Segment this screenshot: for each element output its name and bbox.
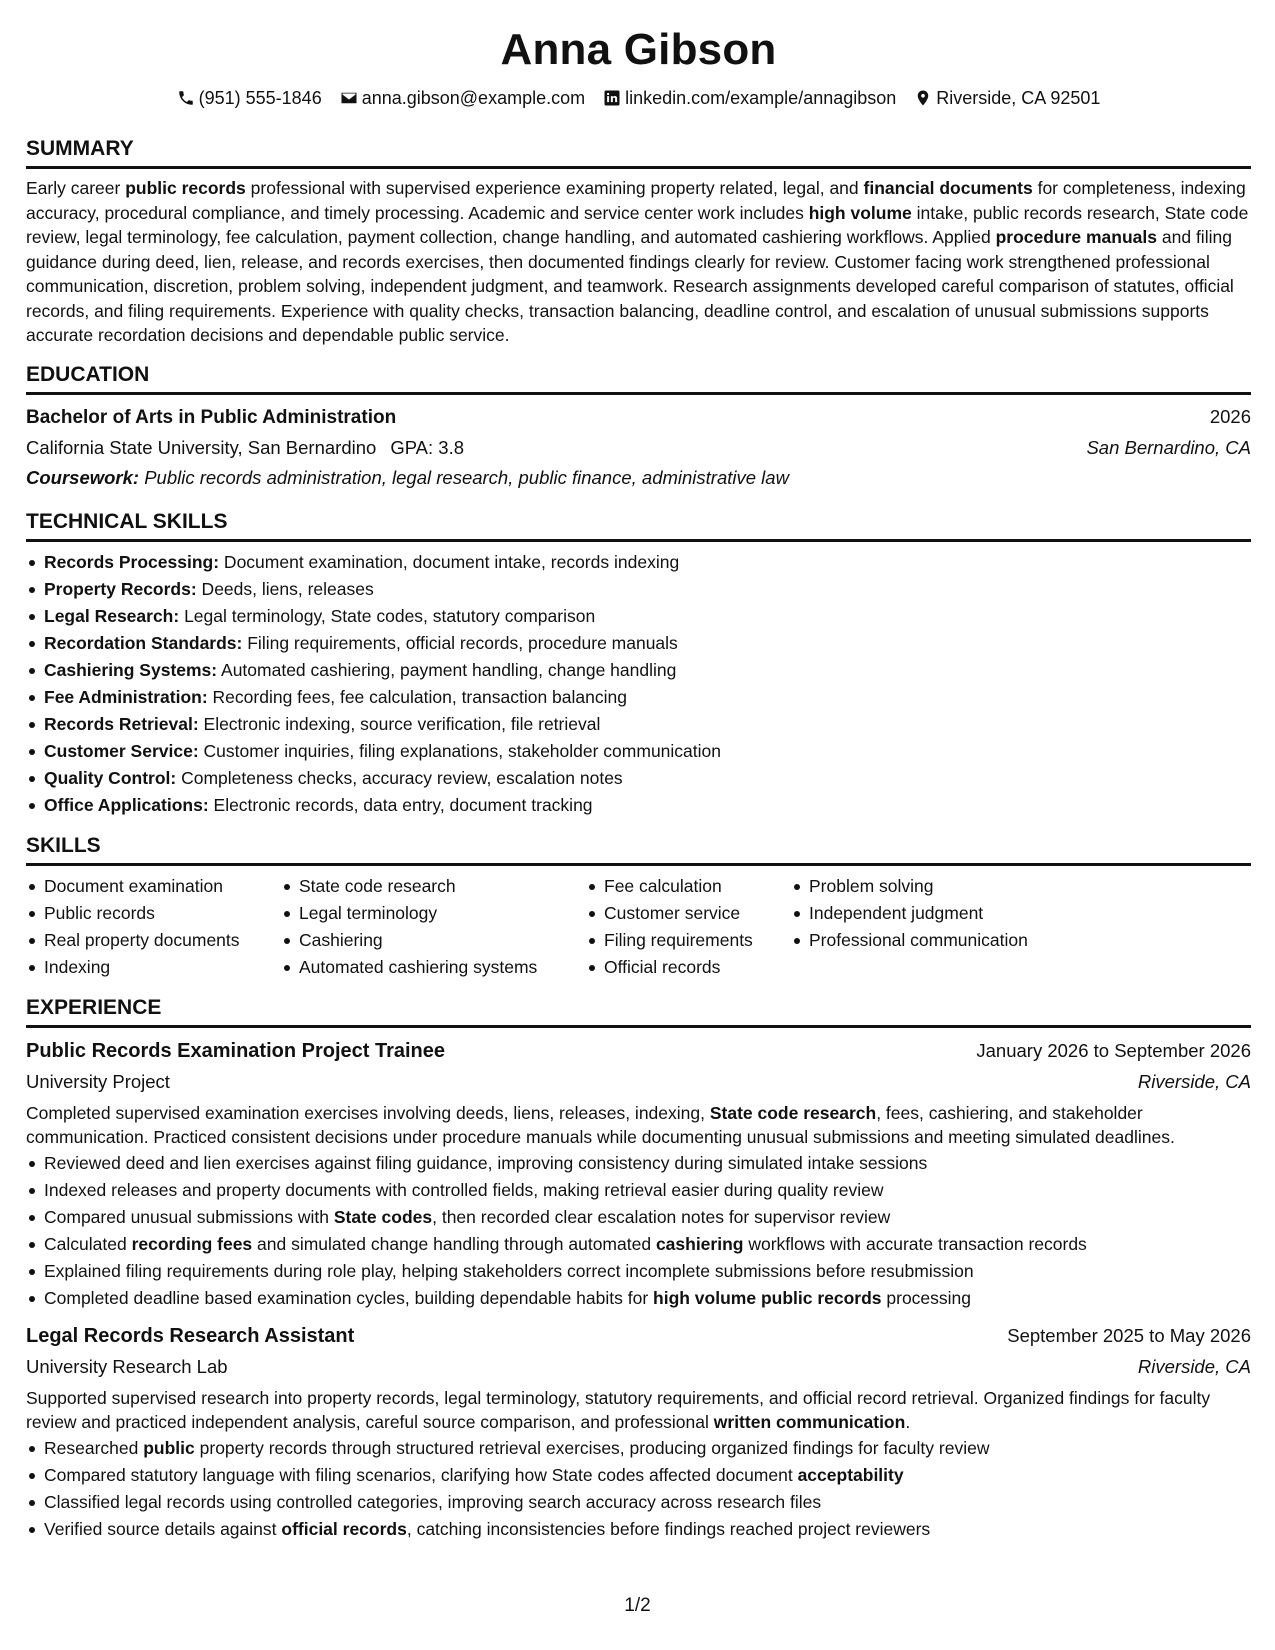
text-run: for completeness, indexing accuracy, procedural compliance, and timely processing. Academic and service center work includes [26,178,1246,223]
job-bullet [26,1258,1251,1285]
job-bullets [26,1150,1251,1312]
text-run: Completed deadline based examination cycles, building dependable habits for [44,1287,654,1308]
skill-item: State code research [281,873,586,900]
gpa: GPA: 3.8 [390,436,465,458]
section-title-summary: SUMMARY [26,136,1251,169]
technical-skill-item [26,549,1251,576]
job-bullet [26,1489,1251,1516]
text-run: Early career [26,178,126,198]
resume-page [26,20,1251,1549]
text-run: , fees, cashiering, and stakeholder communication. Practiced consistent decisions under procedure manuals while documenting unusual submissions and meeting simulated deadlines. [26,1102,1175,1147]
linkedin-text: linkedin.com/example/annagibson [625,88,897,108]
text-run: Verified source details against [44,1518,282,1539]
job-bullet [26,1285,1251,1312]
bold-text: State codes [333,1206,433,1227]
section-title-experience: EXPERIENCE [26,995,1251,1028]
candidate-name: Anna Gibson [500,25,777,74]
skill-category: Office Applications: [44,794,209,815]
location-text: Riverside, CA 92501 [936,88,1101,108]
job-bullets [26,1435,1251,1543]
skill-category: Quality Control: [44,767,177,788]
email-text: anna.gibson@example.com [361,88,586,108]
skill-item: Indexing [26,954,281,981]
degree: Bachelor of Arts in Public Administration [26,406,397,428]
skill-details: Filing requirements, official records, procedure manuals [242,632,678,653]
experience-list [26,1035,1251,1543]
skill-item: Filing requirements [586,927,791,954]
section-title-technical-skills: TECHNICAL SKILLS [26,509,1251,542]
technical-skill-item [26,657,1251,684]
skill-details: Legal terminology, State codes, statutory comparison [179,605,596,626]
school-name: California State University, San Bernardino [26,436,377,458]
skill-item: Real property documents [26,927,281,954]
envelope-icon [340,89,358,107]
skill-item: Independent judgment [791,900,1091,927]
bold-text: high volume [808,202,912,223]
text-run: professional with supervised experience examining property related, legal, and [245,178,864,198]
job-bullet [26,1516,1251,1543]
skill-details: Automated cashiering, payment handling, change handling [217,659,677,680]
skill-details: Electronic indexing, source verification, file retrieval [198,713,601,734]
graduation-year: 2026 [1209,405,1251,427]
technical-skill-item [26,711,1251,738]
job-bullet [26,1204,1251,1231]
coursework-label: Coursework: [26,466,140,488]
text-run: intake, public records research, State code review, legal terminology, fee calculation, payment collection, change handling, and automated cashiering workflows. Applied [26,202,1249,247]
job-location: Riverside, CA [1137,1355,1251,1377]
bold-text: recording fees [131,1233,253,1254]
skill-category: Records Retrieval: [44,713,199,734]
skills-column [281,873,586,981]
job-dates: January 2026 to September 2026 [976,1039,1251,1061]
skills-section [26,833,1251,981]
text-run: . [905,1412,911,1432]
skill-details: Customer inquiries, filing explanations, stakeholder communication [198,740,721,761]
text-run: Reviewed deed and lien exercises against filing guidance, improving consistency during simulated intake sessions [44,1152,928,1173]
job-title: Public Records Examination Project Trainee [26,1039,446,1062]
text-run: processing [881,1287,972,1308]
skill-category: Property Records: [44,578,197,599]
page-number: 1/2 [624,1595,651,1616]
technical-skill-item [26,684,1251,711]
text-run: Supported supervised research into property records, legal terminology, statutory requirements, and official record retrieval. Organized findings for faculty review and practiced independent analysis, careful source comparison, and professional [26,1387,1211,1432]
job-bullet [26,1150,1251,1177]
skill-item: Public records [26,900,281,927]
text-run: and simulated change handling through automated [252,1233,656,1254]
text-run: Compared statutory language with filing scenarios, clarifying how State codes affected document [44,1464,798,1485]
skill-category: Cashiering Systems: [44,659,218,680]
skills-column [586,873,791,981]
technical-skill-item [26,792,1251,819]
skill-item: Professional communication [791,927,1091,954]
bold-text: public [143,1437,195,1458]
job-organization: University Research Lab [26,1355,228,1377]
text-run: Explained filing requirements during role play, helping stakeholders correct incomplete submissions before resubmission [44,1260,974,1281]
job-bullet [26,1231,1251,1258]
text-run: and filing guidance during deed, lien, release, and records exercises, then documented findings clearly for review. Customer facing work strengthened professional communication, discretion, problem solving, independent judgment, and teamwork. Research assignments developed careful comparison of statutes, official records, and filing requirements. Experience with quality checks, transaction balancing, deadline control, and escalation of unusual submissions supports accurate recordation decisions and dependable public service. [26,227,1234,345]
text-run: Indexed releases and property documents with controlled fields, making retrieval easier during quality review [44,1179,884,1200]
technical-skills-section [26,509,1251,819]
text-run: Compared unusual submissions with [44,1206,334,1227]
contact-email[interactable] [340,86,585,110]
job-description [26,1386,1251,1435]
skills-column [791,873,1091,981]
skill-item: Fee calculation [586,873,791,900]
job-location: Riverside, CA [1137,1070,1251,1092]
job-bullet [26,1462,1251,1489]
skills-grid [26,873,1251,981]
skill-category: Fee Administration: [44,686,208,707]
job-bullet [26,1177,1251,1204]
experience-section [26,995,1251,1543]
skill-item: Document examination [26,873,281,900]
technical-skill-item [26,630,1251,657]
job-description [26,1101,1251,1150]
text-run: Calculated [44,1233,132,1254]
skill-details: Completeness checks, accuracy review, escalation notes [176,767,623,788]
skill-details: Document examination, document intake, records indexing [219,551,680,572]
skill-item: Problem solving [791,873,1091,900]
text-run: Researched [44,1437,144,1458]
bold-text: public records [125,178,246,198]
section-title-skills: SKILLS [26,833,1251,866]
skill-category: Customer Service: [44,740,199,761]
text-run: workflows with accurate transaction records [743,1233,1087,1254]
technical-skill-item [26,738,1251,765]
skill-item: Legal terminology [281,900,586,927]
job-title: Legal Records Research Assistant [26,1324,355,1347]
text-run: , then recorded clear escalation notes for supervisor review [432,1206,891,1227]
school-location: San Bernardino, CA [1086,436,1251,458]
experience-entry [26,1035,1251,1312]
skill-details: Electronic records, data entry, document tracking [208,794,593,815]
summary-text [26,176,1251,348]
skill-item: Automated cashiering systems [281,954,586,981]
school-line [26,433,464,463]
bold-text: State code research [709,1102,877,1123]
bold-text: cashiering [655,1233,744,1254]
skill-category: Records Processing: [44,551,220,572]
coursework [26,463,1251,493]
phone-text: (951) 555-1846 [198,88,322,108]
technical-skills-list [26,549,1251,819]
contact-phone[interactable] [177,86,322,110]
phone-icon [177,89,195,107]
map-pin-icon [914,89,932,107]
contact-bar [26,86,1251,110]
section-title-education: EDUCATION [26,362,1251,395]
bold-text: procedure manuals [995,227,1158,247]
experience-entry [26,1320,1251,1543]
job-bullet [26,1435,1251,1462]
job-dates: September 2025 to May 2026 [1007,1324,1251,1346]
coursework-text: Public records administration, legal research, public finance, administrative law [139,466,789,488]
bold-text: high volume public records [653,1287,882,1308]
technical-skill-item [26,765,1251,792]
text-run: Completed supervised examination exercises involving deeds, liens, releases, indexing, [26,1102,710,1123]
skill-category: Recordation Standards: [44,632,243,653]
bold-text: acceptability [797,1464,904,1485]
job-organization: University Project [26,1070,170,1092]
technical-skill-item [26,603,1251,630]
text-run: Classified legal records using controlled categories, improving search accuracy across research files [44,1491,822,1512]
skill-details: Recording fees, fee calculation, transaction balancing [207,686,627,707]
linkedin-icon [603,89,621,107]
skill-item: Customer service [586,900,791,927]
skill-item: Official records [586,954,791,981]
contact-linkedin[interactable] [603,86,896,110]
skills-column [26,873,281,981]
text-run: property records through structured retrieval exercises, producing organized findings for faculty review [194,1437,990,1458]
bold-text: financial documents [863,178,1033,198]
technical-skill-item [26,576,1251,603]
bold-text: official records [281,1518,407,1539]
skill-item: Cashiering [281,927,586,954]
skill-details: Deeds, liens, releases [196,578,374,599]
contact-location [914,86,1100,110]
text-run: , catching inconsistencies before findings reached project reviewers [406,1518,931,1539]
bold-text: written communication [713,1412,906,1432]
skill-category: Legal Research: [44,605,180,626]
summary-section [26,136,1251,348]
education-section [26,362,1251,493]
